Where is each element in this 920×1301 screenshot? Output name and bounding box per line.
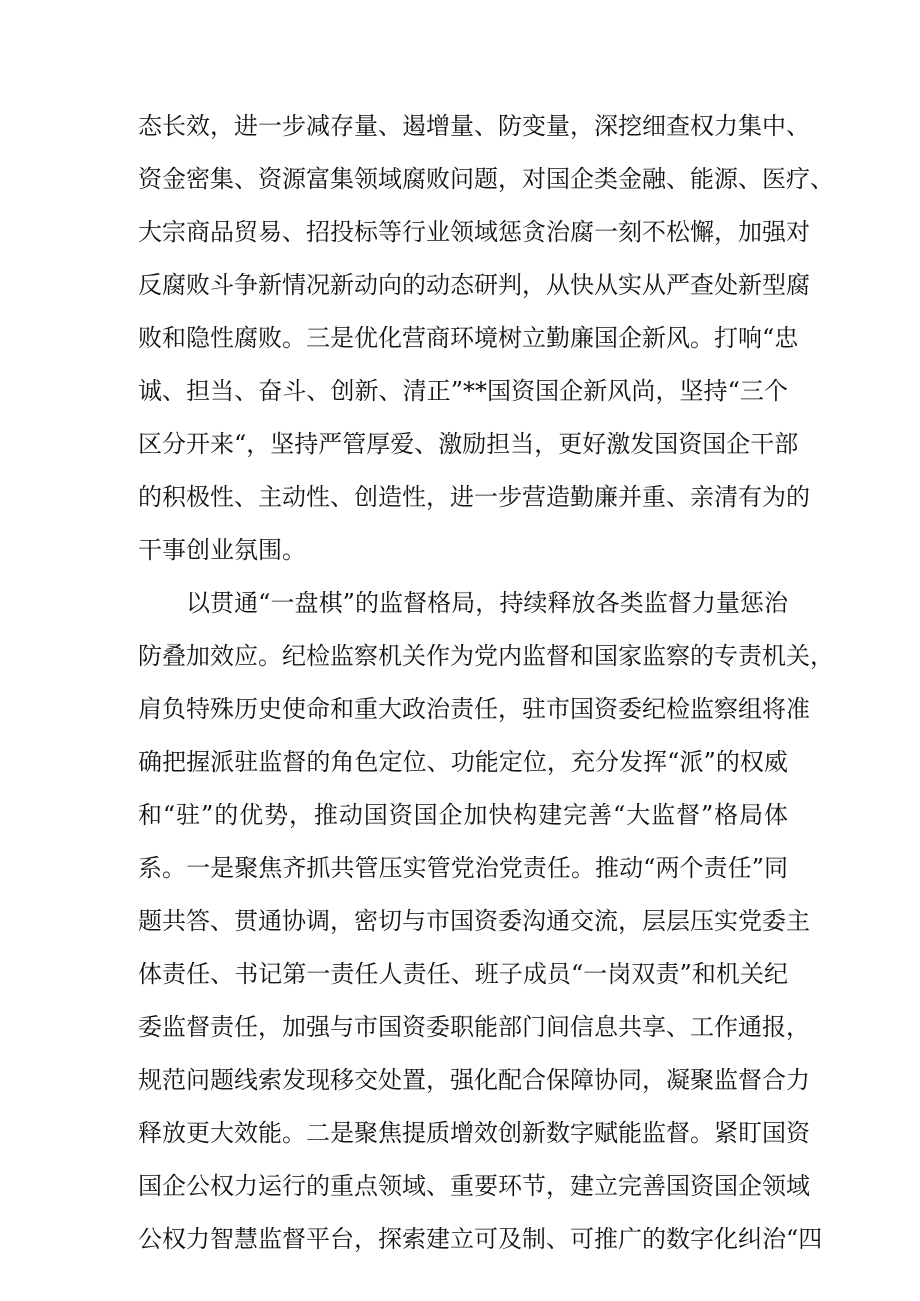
text-line: 和“驻”的优势，推动国资国企加快构建完善“大监督”格局体 xyxy=(138,801,788,829)
text-line: 释放更大效能。二是聚焦提质增效创新数字赋能监督。紧盯国资 xyxy=(138,1119,810,1147)
text-line: 题共答、贯通协调，密切与市国资委沟通交流，层层压实党委主 xyxy=(138,907,810,935)
paragraph-first-line: 以贯通“一盘棋”的监督格局，持续释放各类监督力量惩治 xyxy=(186,589,788,617)
text-line: 反腐败斗争新情况新动向的动态研判，从快从实从严查处新型腐 xyxy=(138,271,810,299)
text-line: 干事创业氛围。 xyxy=(138,536,306,564)
text-line: 肩负特殊历史使命和重大政治责任，驻市国资委纪检监察组将准 xyxy=(138,695,810,723)
text-line: 规范问题线索发现移交处置，强化配合保障协同，凝聚监督合力 xyxy=(138,1066,810,1094)
text-line: 资金密集、资源富集领域腐败问题，对国企类金融、能源、医疗、 xyxy=(138,165,834,193)
text-line: 公权力智慧监督平台，探索建立可及制、可推广的数字化纠治“四 xyxy=(138,1225,823,1253)
text-line: 态长效，进一步减存量、遏增量、防变量，深挖细查权力集中、 xyxy=(138,112,810,140)
text-line: 确把握派驻监督的角色定位、功能定位，充分发挥“派”的权威 xyxy=(138,748,788,776)
text-line: 败和隐性腐败。三是优化营商环境树立勤廉国企新风。打响“忠 xyxy=(138,324,799,352)
text-line: 体责任、书记第一责任人责任、班子成员“一岗双责”和机关纪 xyxy=(138,960,788,988)
text-line: 的积极性、主动性、创造性，进一步营造勤廉并重、亲清有为的 xyxy=(138,483,810,511)
text-line: 委监督责任，加强与市国资委职能部门间信息共享、工作通报， xyxy=(138,1013,810,1041)
text-line: 防叠加效应。纪检监察机关作为党内监督和国家监察的专责机关， xyxy=(138,642,834,670)
text-line: 区分开来“，坚持严管厚爱、激励担当，更好激发国资国企干部 xyxy=(138,430,799,458)
text-line: 诚、担当、奋斗、创新、清正”**国资国企新风尚，坚持“三个 xyxy=(138,377,788,405)
text-line: 大宗商品贸易、招投标等行业领域惩贪治腐一刻不松懈，加强对 xyxy=(138,218,810,246)
text-line: 国企公权力运行的重点领域、重要环节，建立完善国资国企领域 xyxy=(138,1172,810,1200)
text-line: 系。一是聚焦齐抓共管压实管党治党责任。推动“两个责任”同 xyxy=(138,854,788,882)
